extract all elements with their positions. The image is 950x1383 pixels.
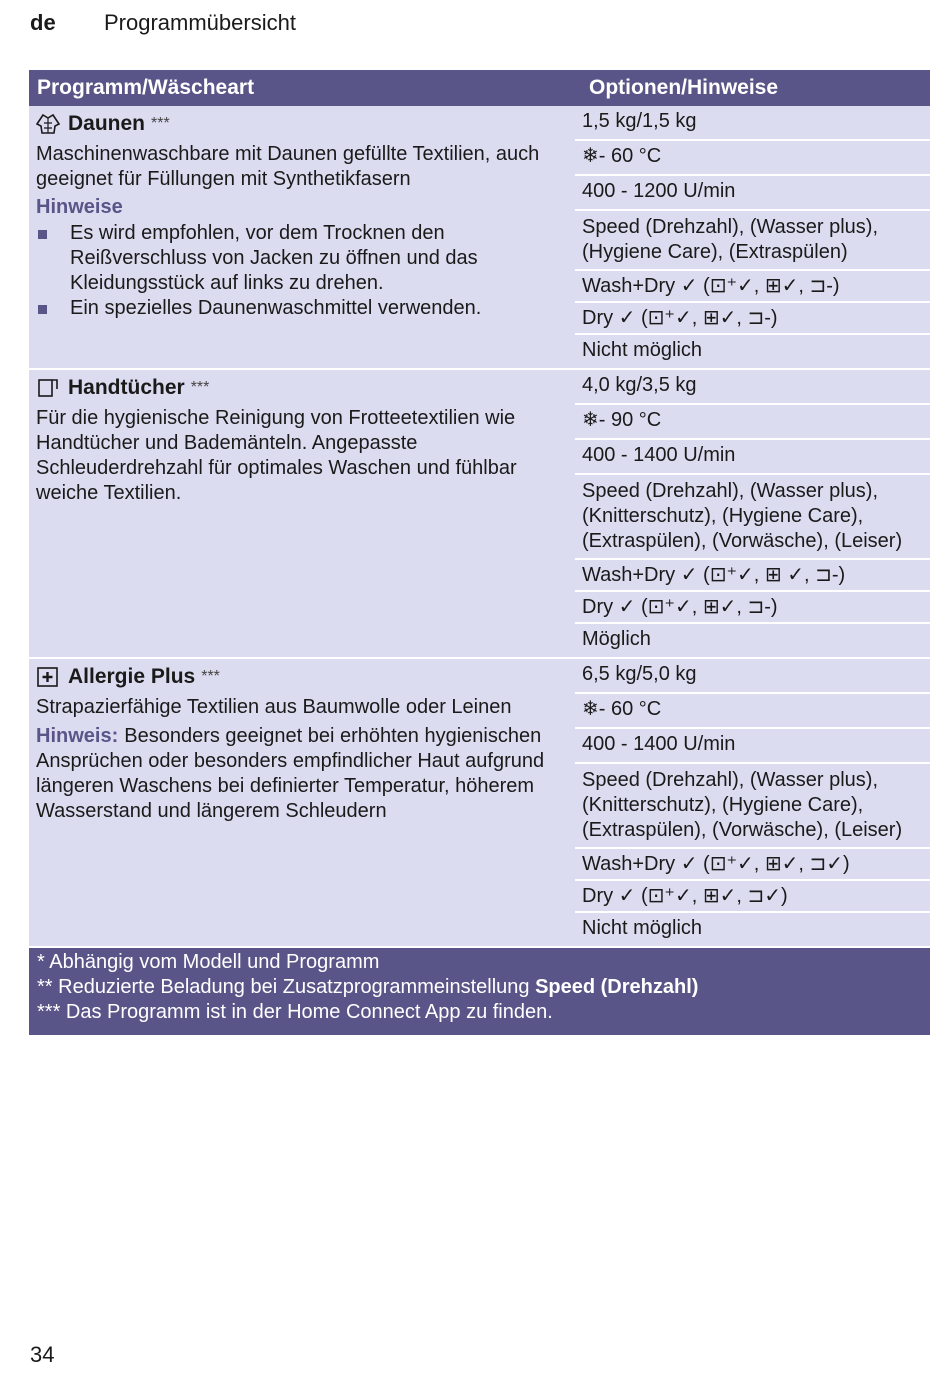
- available-options: Speed (Drehzahl), (Wasser plus), (Knitterschutz), (Hygiene Care), (Extraspülen), (Vorwäsche), (Leiser): [575, 764, 930, 847]
- page-number: 34: [30, 1342, 55, 1367]
- dry-info: Dry ✓ (⊡⁺✓, ⊞✓, ⊐✓): [575, 881, 930, 911]
- program-name: Daunen: [68, 112, 146, 135]
- program-options: [575, 370, 930, 657]
- program-title: [36, 374, 571, 402]
- temperature-range: ❄- 60 °C: [575, 141, 930, 174]
- wash-dry-info: Wash+Dry ✓ (⊡⁺✓, ⊞✓, ⊐-): [575, 271, 930, 301]
- allergy-plus-icon: [36, 666, 60, 688]
- table-footnotes: [29, 948, 930, 1035]
- program-stars: ***: [151, 115, 170, 132]
- footnote-1: * Abhängig vom Modell und Programm: [37, 951, 380, 973]
- down-jacket-icon: [36, 113, 60, 135]
- available-options: Speed (Drehzahl), (Wasser plus), (Hygiene Care), (Extraspülen): [575, 211, 930, 269]
- column-header-program: Programm/Wäscheart: [37, 76, 255, 99]
- load-capacity: 4,0 kg/3,5 kg: [575, 370, 930, 403]
- hints-label: Hinweise: [36, 196, 123, 218]
- spin-speed: 400 - 1400 U/min: [575, 729, 930, 762]
- hint-text: Besonders geeignet bei erhöhten hygienischen Ansprüchen oder besonders empfindlicher Haut aufgrund längeren Waschens bei definierter Temperatur, höherem Wasserstand und längerem Schleudern: [36, 725, 545, 822]
- language-code: de: [30, 10, 56, 35]
- towel-icon: [36, 377, 60, 399]
- hints-list: [36, 221, 571, 321]
- program-stars: ***: [201, 668, 220, 685]
- spin-speed: 400 - 1200 U/min: [575, 176, 930, 209]
- program-section-daunen: [29, 106, 930, 368]
- wash-dry-info: Wash+Dry ✓ (⊡⁺✓, ⊞ ✓, ⊐-): [575, 560, 930, 590]
- program-title: [36, 663, 571, 691]
- temperature-range: ❄- 60 °C: [575, 694, 930, 727]
- page-title: Programmübersicht: [104, 10, 296, 35]
- program-info: [29, 106, 575, 368]
- footnote-3: *** Das Programm ist in der Home Connect App zu finden.: [37, 1001, 553, 1023]
- program-info: [29, 659, 575, 946]
- program-table: [29, 70, 930, 1035]
- program-description: Für die hygienische Reinigung von Frotteetextilien wie Handtücher und Bademänteln. Angepasste Schleuderdrehzahl für optimales Waschen und fühlbar weiche Textilien.: [36, 407, 517, 504]
- program-section-allergie-plus: [29, 659, 930, 946]
- dry-info: Dry ✓ (⊡⁺✓, ⊞✓, ⊐-): [575, 592, 930, 622]
- program-name: Handtücher: [68, 376, 185, 399]
- program-description: Strapazierfähige Textilien aus Baumwolle oder Leinen: [36, 696, 512, 718]
- temperature-range: ❄- 90 °C: [575, 405, 930, 438]
- program-stars: ***: [190, 379, 210, 396]
- ironing-info: Möglich: [575, 624, 930, 657]
- program-options: [575, 659, 930, 946]
- program-hint: [36, 724, 571, 824]
- snowflake-icon: ❄: [582, 698, 599, 720]
- footnote-2: ** Reduzierte Beladung bei Zusatzprogrammeinstellung Speed (Drehzahl): [37, 976, 699, 998]
- dry-info: Dry ✓ (⊡⁺✓, ⊞✓, ⊐-): [575, 303, 930, 333]
- program-options: [575, 106, 930, 368]
- program-section-handtuecher: [29, 370, 930, 657]
- page-header: [30, 8, 296, 38]
- load-capacity: 1,5 kg/1,5 kg: [575, 106, 930, 139]
- available-options: Speed (Drehzahl), (Wasser plus), (Knitterschutz), (Hygiene Care), (Extraspülen), (Vorwäsche), (Leiser): [575, 475, 930, 558]
- table-header: [29, 70, 930, 106]
- column-header-options: Optionen/Hinweise: [589, 76, 779, 99]
- program-title: [36, 110, 571, 138]
- ironing-info: Nicht möglich: [575, 913, 930, 946]
- load-capacity: 6,5 kg/5,0 kg: [575, 659, 930, 692]
- wash-dry-info: Wash+Dry ✓ (⊡⁺✓, ⊞✓, ⊐✓): [575, 849, 930, 879]
- program-info: [29, 370, 575, 657]
- program-name: Allergie Plus: [68, 665, 196, 688]
- snowflake-icon: ❄: [582, 409, 599, 431]
- snowflake-icon: ❄: [582, 145, 599, 167]
- spin-speed: 400 - 1400 U/min: [575, 440, 930, 473]
- hint-label: Hinweis:: [36, 725, 119, 747]
- program-description: Maschinenwaschbare mit Daunen gefüllte Textilien, auch geeignet für Füllungen mit Synthetikfasern: [36, 143, 540, 190]
- ironing-info: Nicht möglich: [575, 335, 930, 368]
- hint-item: Es wird empfohlen, vor dem Trocknen den Reißverschluss von Jacken zu öffnen und das Kleidungsstück auf links zu drehen.: [36, 221, 571, 296]
- hint-item: Ein spezielles Daunenwaschmittel verwenden.: [36, 296, 571, 321]
